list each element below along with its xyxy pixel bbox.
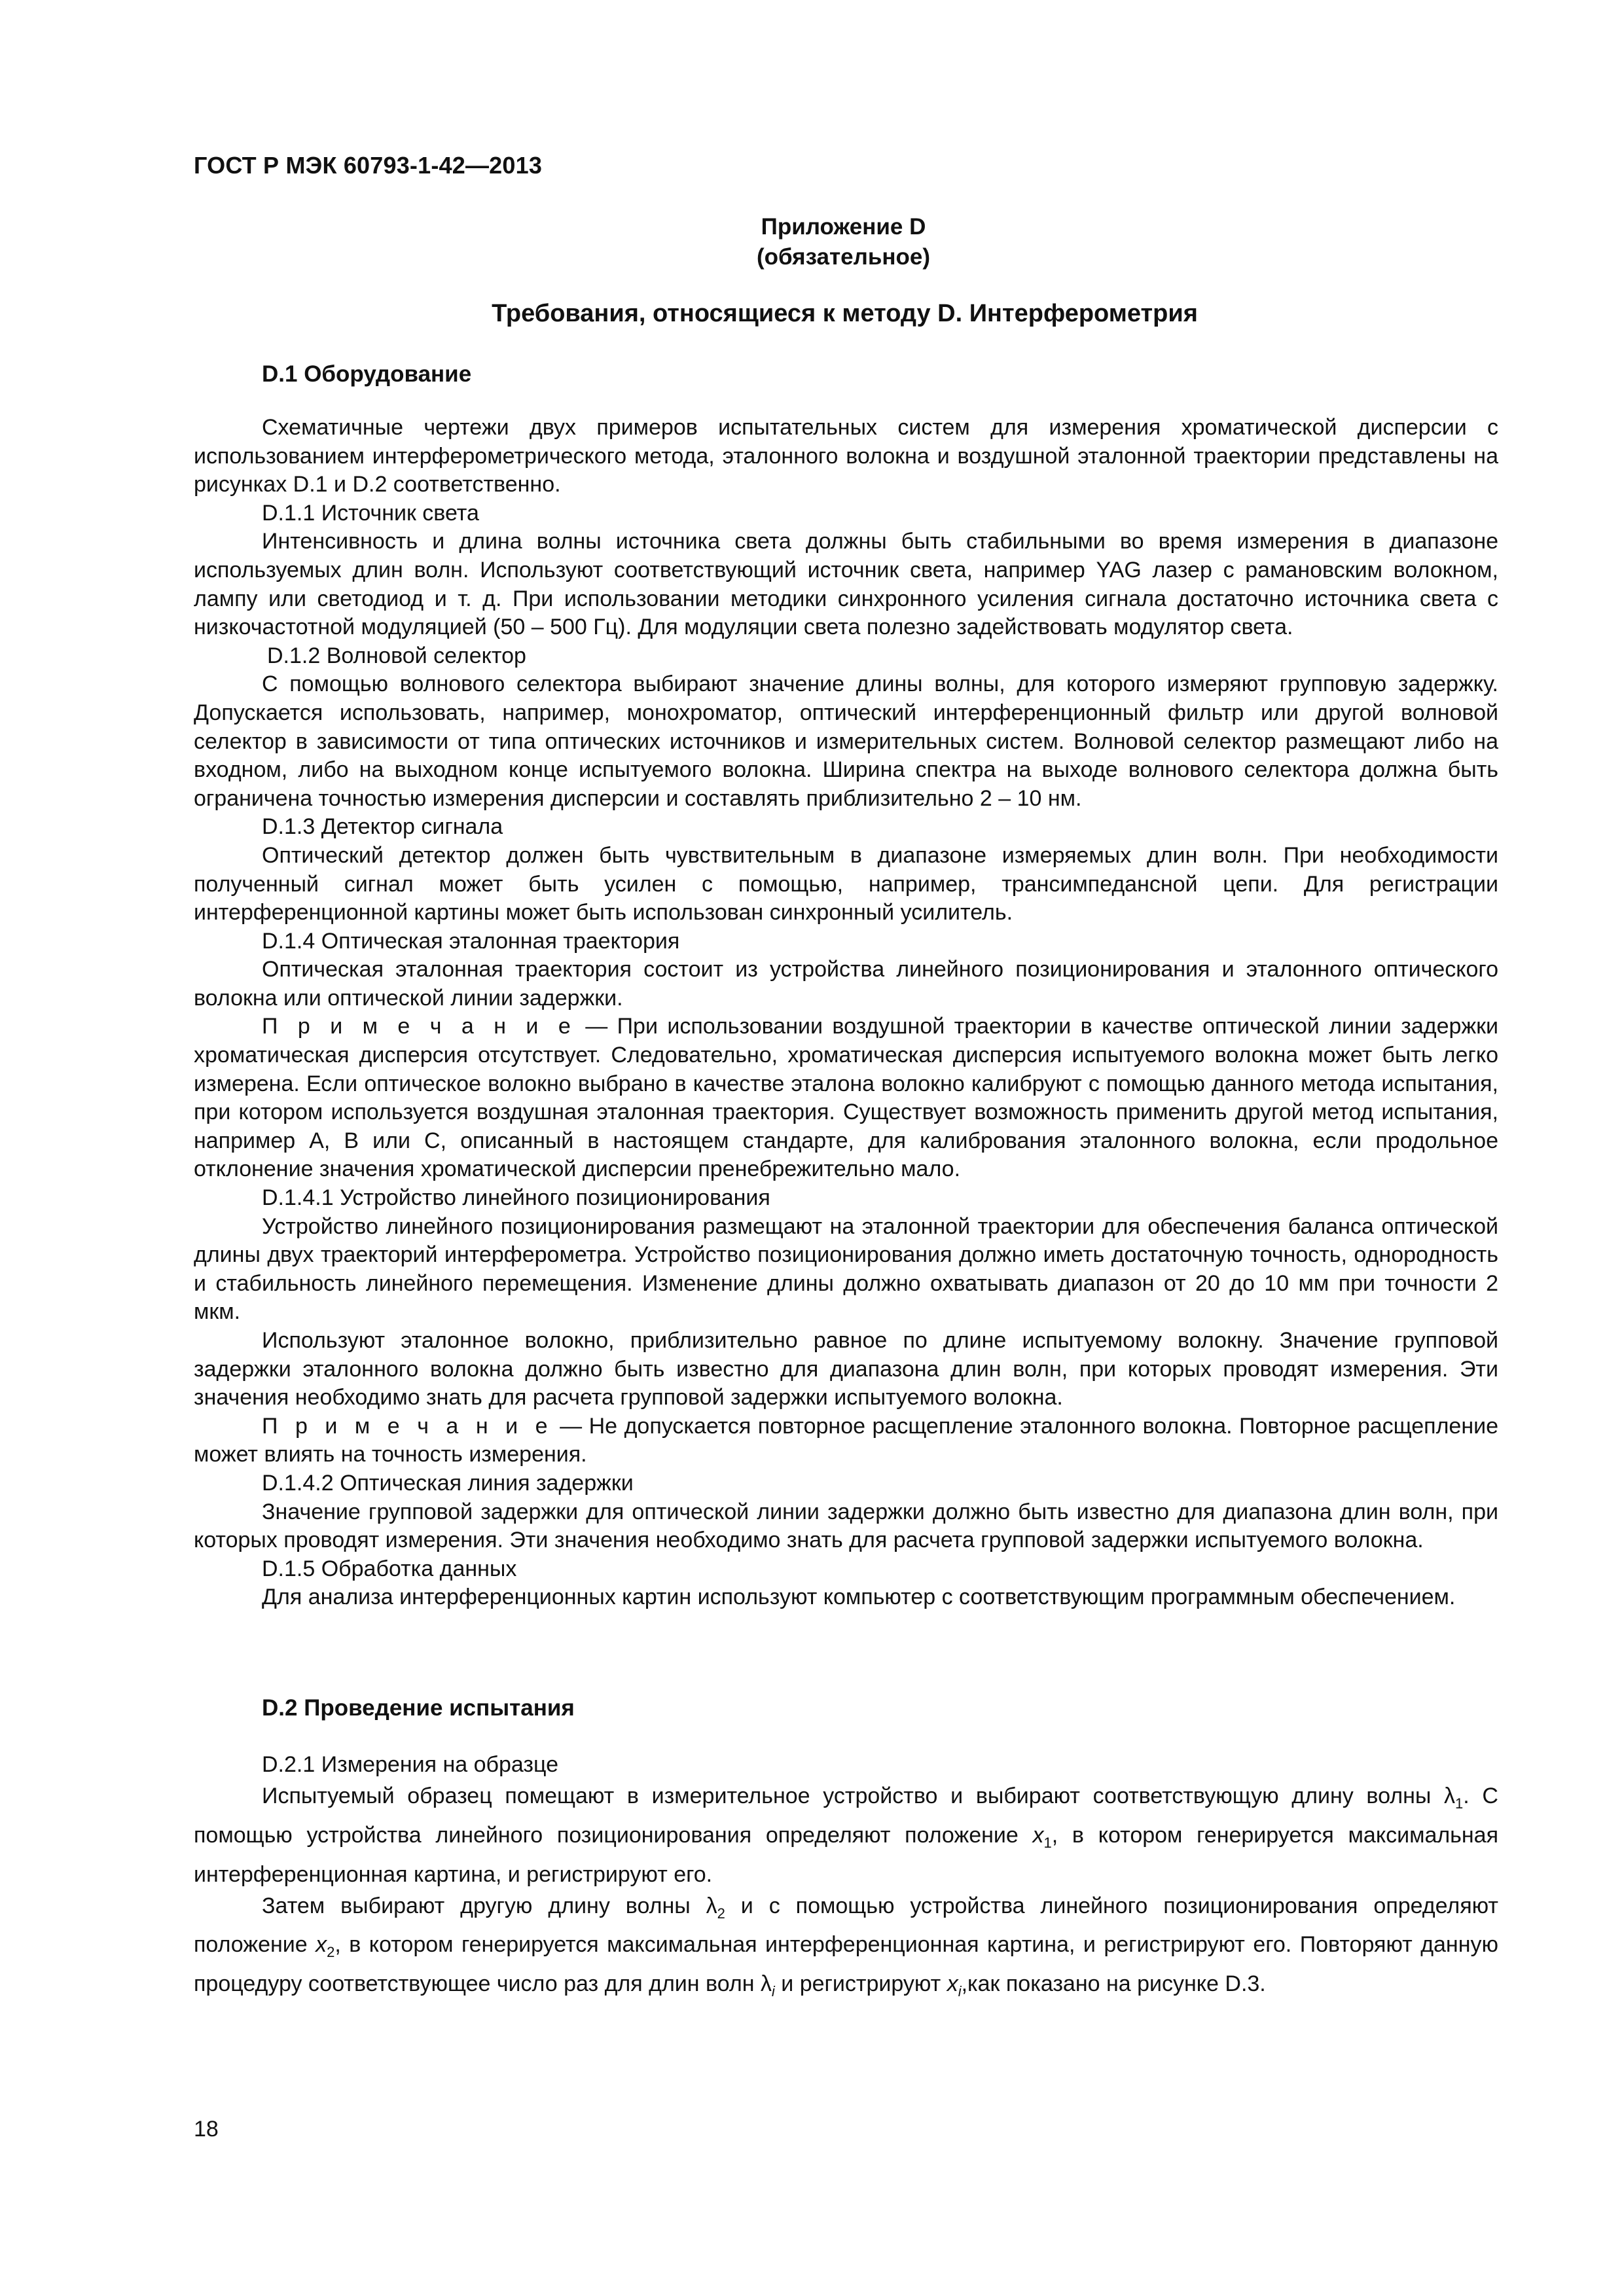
math-variable: x: [316, 1932, 327, 1958]
note-label: П р и м е ч а н и е: [262, 1014, 576, 1039]
subsection-heading-d21: D.2.1 Измерения на образце: [262, 1752, 559, 1777]
math-variable: x: [1032, 1822, 1044, 1848]
subscript: 2: [327, 1944, 335, 1961]
subscript: 1: [1043, 1834, 1052, 1851]
paragraph: Схематичные чертежи двух примеров испытательных систем для измерения хроматической дисперсии с использованием интерферометрического метода, эталонного волокна и воздушной эталонной траектории представлены на рисунках D.1 и D.2 соответственно.: [194, 415, 1498, 497]
paragraph: Оптический детектор должен быть чувствительным в диапазоне измеряемых длин волн. При необходимости полученный сигнал может быть усилен с помощью, например, трансимпедансной цепи. Для регистрации интерференционной картины может быть использован синхронный усилитель.: [194, 842, 1498, 925]
subscript: i: [958, 1982, 962, 2000]
paragraph: Значение групповой задержки для оптической линии задержки должно быть известно для диапазона длин волн, при которых проводят измерения. Эти значения необходимо знать для расчета групповой задержки испытуемого волокна.: [194, 1499, 1498, 1553]
paragraph: Устройство линейного позиционирования размещают на эталонной траектории для обеспечения баланса оптической длины двух траекторий интерферометра. Устройство позиционирования должно иметь достаточную точность, однородность и стабильность линейного перемещения. Изменение длины должно охватывать диапазон от 20 до 10 мм при точности 2 мкм.: [194, 1213, 1498, 1325]
note-paragraph: [194, 1013, 1498, 1184]
paragraph: [194, 1780, 1498, 1890]
subscript: i: [771, 1982, 775, 2000]
paragraph: [194, 1890, 1498, 2007]
appendix-status: (обязательное): [756, 244, 930, 270]
text-run: . С помощью устройства линейного позиционирования определяют положение: [194, 1784, 1498, 1848]
math-variable: x: [947, 1971, 958, 1997]
appendix-title: [0, 300, 1624, 328]
text-run: , в котором генерируется максимальная интерференционная картина, и регистрируют его. Повторяют данную процедуру соответствующее число раз для длин волн λ: [194, 1932, 1498, 1997]
section-d1-body: [194, 414, 1498, 1612]
text-run: Затем выбирают другую длину волны λ: [262, 1893, 717, 1918]
paragraph: С помощью волнового селектора выбирают значение длины волны, для которого измеряют групповую задержку. Допускается использовать, например, монохроматор, оптический интерференционный фильтр или другой волновой селектор в зависимости от типа оптических источников и измерительных систем. Волновой селектор размещают либо на входном, либо на выходном конце испытуемого волокна. Ширина спектра на выходе волнового селектора должна быть ограничена точностью измерения дисперсии и составлять приблизительно 2 – 10 нм.: [194, 672, 1498, 811]
paragraph: Используют эталонное волокно, приблизительно равное по длине испытуемому волокну. Значение групповой задержки эталонного волокна должно быть известно для диапазона длин волн, при которых проводят измерения. Эти значения необходимо знать для расчета групповой задержки испытуемого волокна.: [194, 1328, 1498, 1410]
subscript: 1: [1455, 1795, 1464, 1812]
appendix-heading: [0, 212, 1624, 272]
section-heading-d2: D.2 Проведение испытания: [262, 1695, 575, 1721]
document-code-header: ГОСТ Р МЭК 60793-1-42—2013: [194, 152, 543, 179]
subsection-heading-d15: D.1.5 Обработка данных: [262, 1556, 517, 1581]
subsection-heading-d14: D.1.4 Оптическая эталонная траектория: [262, 928, 680, 954]
subsection-heading-d12: D.1.2 Волновой селектор: [267, 643, 526, 668]
text-run: Испытуемый образец помещают в измерительное устройство и выбирают соответствующую длину волны λ: [262, 1784, 1456, 1808]
subsection-heading-d141: D.1.4.1 Устройство линейного позиционирования: [262, 1185, 770, 1211]
note-text: — При использовании воздушной траектории в качестве оптической линии задержки хроматическая дисперсия отсутствует. Следовательно, хроматическая дисперсия испытуемого волокна может быть легко измерена. Если оптическое волокно выбрано в качестве эталона волокно калибруют с помощью данного метода испытания, при котором используется воздушная эталонная траектория. Существует возможность применить другой метод испытания, например А, В или С, описанный в настоящем стандарте, для калибрования эталонного волокна, если продольное отклонение значения хроматической дисперсии пренебрежительно мало.: [194, 1014, 1498, 1182]
page-number: 18: [194, 2117, 219, 2142]
text-run: , в котором генерируется максимальная интерференционная картина, и регистрируют его.: [194, 1822, 1498, 1887]
note-text: — Не допускается повторное расщепление эталонного волокна. Повторное расщепление может влиять на точность измерения.: [194, 1413, 1498, 1467]
appendix-title-text: Требования, относящиеся к методу D. Интерферометрия: [492, 300, 1198, 327]
section-d2-body: [194, 1749, 1498, 2007]
subsection-heading-d11: D.1.1 Источник света: [262, 500, 479, 526]
text-run: и регистрируют: [774, 1971, 947, 1997]
subscript: 2: [717, 1905, 725, 1922]
paragraph: Оптическая эталонная траектория состоит из устройства линейного позиционирования и эталонного оптического волокна или оптической линии задержки.: [194, 957, 1498, 1011]
paragraph: Интенсивность и длина волны источника света должны быть стабильными во время измерения в диапазоне используемых длин волн. Используют соответствующий источник света, например YAG лазер с рамановским волокном, лампу или светодиод и т. д. При использовании методики синхронного усиления сигнала достаточно источника света с низкочастотной модуляцией (50 – 500 Гц). Для модуляции света полезно задействовать модулятор света.: [194, 529, 1498, 640]
appendix-label: Приложение D: [761, 214, 926, 240]
section-heading-d1: D.1 Оборудование: [262, 361, 472, 387]
note-label: П р и м е ч а н и е: [262, 1413, 553, 1439]
paragraph: Для анализа интерференционных картин используют компьютер с соответствующим программным обеспечением.: [262, 1585, 1456, 1610]
subsection-heading-d13: D.1.3 Детектор сигнала: [262, 814, 503, 840]
text-run: ,как показано на рисунке D.3.: [961, 1971, 1266, 1997]
note-paragraph: [194, 1412, 1498, 1469]
text-run: и с помощью устройства линейного позиционирования определяют положение: [194, 1893, 1498, 1958]
subsection-heading-d142: D.1.4.2 Оптическая линия задержки: [262, 1470, 634, 1496]
